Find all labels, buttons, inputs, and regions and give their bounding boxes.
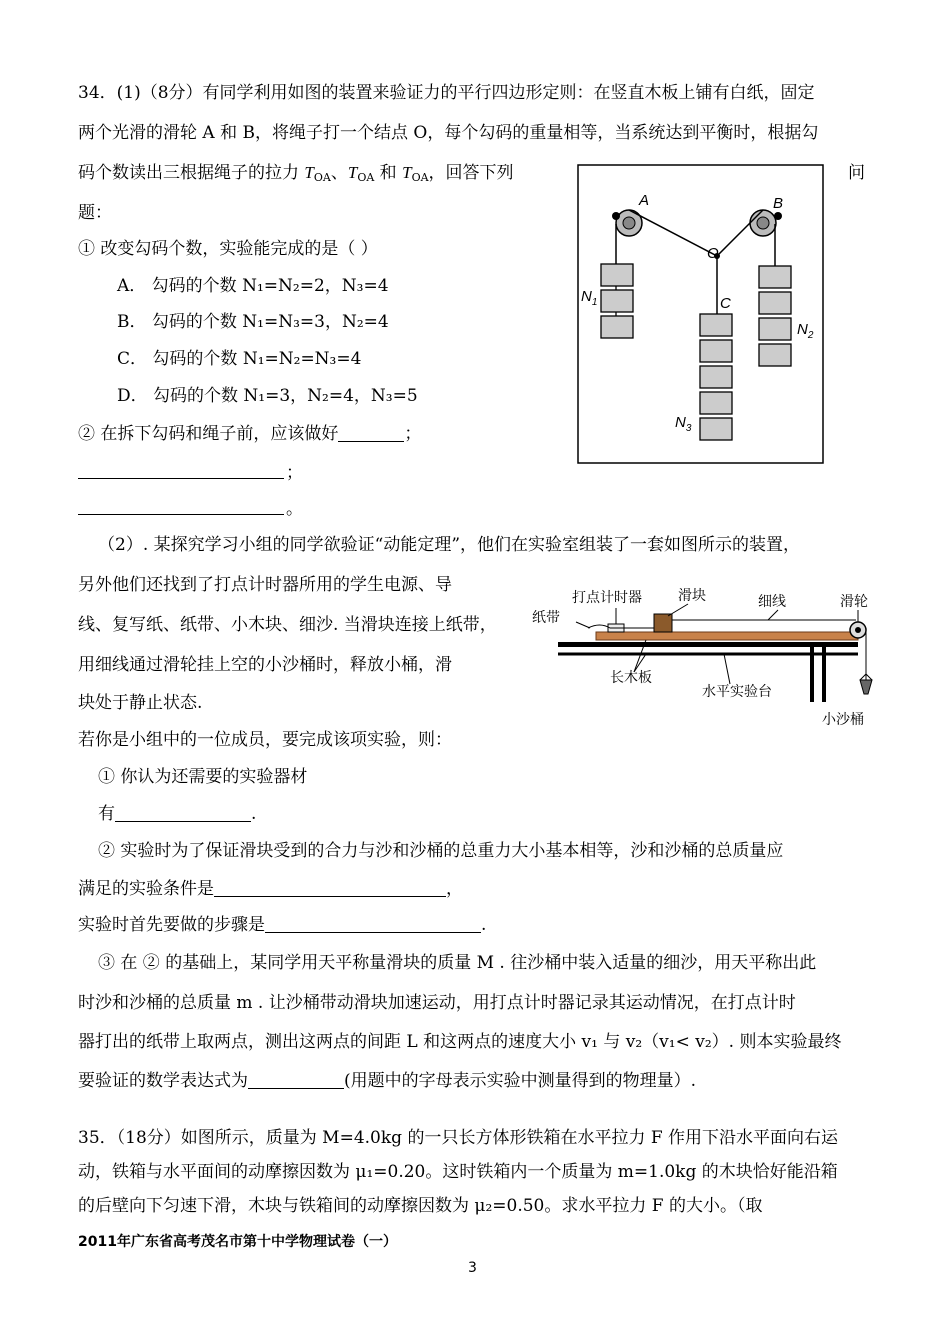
q34b-sub3-line-3: 器打出的纸带上取两点，测出这两点的间距 L 和这两点的速度大小 v₁ 与 v₂（v₁< v₂）. 则本实验最终 [78, 1032, 842, 1052]
q34b-sub1: ① 你认为还需要的实验器材 [98, 767, 308, 787]
q34-sub1: ① 改变勾码个数，实验能完成的是（ ） [78, 239, 378, 259]
tension-subscript: OA [313, 171, 331, 184]
tension-symbol: T [402, 163, 412, 182]
label-table: 水平实验台 [702, 684, 772, 700]
tension-and: 和 [374, 163, 403, 183]
q34-line-4: 题： [78, 203, 112, 223]
q34b-line-4: 用细线通过滑轮挂上空的小沙桶时，释放小桶，滑 [78, 655, 452, 675]
q35-line-1: 35．（18分）如图所示，质量为 M=4.0kg 的一只长方体形铁箱在水平拉力 F 作用下沿水平面向右运 [78, 1128, 839, 1148]
q34b-sub2-line-1: ② 实验时为了保证滑块受到的合力与沙和沙桶的总重力大小基本相等，沙和沙桶的总质量应 [98, 841, 784, 861]
sand-bucket [860, 680, 872, 694]
label-pulley: 滑轮 [840, 594, 868, 610]
answer-blank[interactable] [78, 514, 284, 515]
q34-sub2 [78, 423, 421, 445]
tension-subscript: OA [411, 171, 429, 184]
q34-sub2-semicolon: ； [404, 424, 422, 444]
q34b-sub3-line-1: ③ 在 ② 的基础上，某同学用天平称量滑块的质量 M . 往沙桶中装入适量的细沙，用天平称出此 [98, 953, 817, 973]
weights-n1 [601, 264, 633, 338]
label-b: B [773, 195, 784, 212]
label-n3: $N_3$ [675, 414, 692, 434]
label-a: A [639, 192, 650, 209]
blank-end-2: 。 [286, 499, 303, 519]
q34b-sub1-end: . [251, 804, 257, 824]
long-board [596, 632, 858, 640]
slider-block [654, 614, 672, 632]
q34b-sub1-answer [98, 803, 256, 825]
q34b-line-2: 另外他们还找到了打点计时器所用的学生电源、导 [78, 575, 452, 595]
q34-line-3-end: 问 [848, 163, 865, 183]
q34b-sub3-line-4 [78, 1070, 696, 1092]
label-string: 细线 [758, 594, 786, 610]
q34-sub2-text: ② 在拆下勾码和绳子前，应该做好 [78, 424, 339, 444]
q34b-sub2-line-3 [78, 914, 486, 936]
q34b-sub2-text: 满足的实验条件是 [78, 879, 214, 899]
answer-blank[interactable] [248, 1072, 344, 1089]
table-top [558, 642, 858, 647]
tension-sep: 、 [330, 163, 348, 183]
q34b-line-3: 线、复写纸、纸带、小木块、细沙. 当滑块连接上纸带， [78, 615, 497, 635]
tension-symbol: T [347, 163, 358, 182]
q34-line-3-tail: ，回答下列 [428, 163, 514, 183]
tension-symbol: T [304, 163, 314, 182]
answer-blank[interactable] [115, 805, 251, 822]
tension-subscript: OA [357, 171, 375, 184]
q34b-sub3-line-2: 时沙和沙桶的总质量 m . 让沙桶带动滑块加速运动，用打点计时器记录其运动情况，在打点计时 [78, 993, 796, 1013]
option-c: C． 勾码的个数 N₁=N₂=N₃=4 [117, 349, 362, 369]
answer-blank[interactable] [338, 425, 404, 442]
label-o: O [707, 245, 719, 262]
label-n1: $N_1$ [581, 288, 598, 308]
q34-line-2: 两个光滑的滑轮 A 和 B，将绳子打一个结点 O，每个勾码的重量相等，当系统达到平衡时，根据勾 [78, 123, 819, 143]
q34b-sub1-prefix: 有 [98, 804, 115, 824]
q34b-line-6: 若你是小组中的一位成员，要完成该项实验，则： [78, 730, 452, 750]
answer-blank[interactable] [214, 880, 446, 897]
q34-line-3 [78, 162, 514, 189]
answer-blank[interactable] [265, 916, 481, 933]
option-a: A． 勾码的个数 N₁=N₂=2，N₃=4 [117, 276, 389, 296]
blank-end-1: ； [286, 463, 303, 483]
label-board: 长木板 [610, 670, 652, 686]
pulley-figure [577, 164, 824, 464]
label-tape: 纸带 [532, 610, 560, 626]
option-d: D． 勾码的个数 N₁=3，N₂=4，N₃=5 [117, 386, 418, 406]
label-timer: 打点计时器 [572, 590, 642, 606]
label-bucket: 小沙桶 [822, 712, 864, 728]
label-n2: $N_2$ [797, 321, 814, 341]
q34b-line-1: （2）. 某探究学习小组的同学欲验证“动能定理”，他们在实验室组装了一套如图所示的装置， [98, 535, 801, 555]
label-slider: 滑块 [678, 588, 706, 604]
q34b-sub2-step: 实验时首先要做的步骤是 [78, 915, 265, 935]
q35-line-3: 的后壁向下匀速下滑，木块与铁箱间的动摩擦因数为 μ₂=0.50。求水平拉力 F 的大小。（取 [78, 1196, 763, 1216]
q35-line-2: 动，铁箱与水平面间的动摩擦因数为 μ₁=0.20。这时铁箱内一个质量为 m=1.0kg 的木块恰好能沿箱 [78, 1162, 838, 1182]
label-c: C [720, 295, 731, 312]
q34b-sub3-tail: (用题中的字母表示实验中测量得到的物理量）. [344, 1071, 697, 1091]
q34b-sub2-line-2 [78, 878, 463, 900]
weights-n3 [700, 314, 732, 440]
option-b: B． 勾码的个数 N₁=N₃=3，N₂=4 [117, 312, 389, 332]
answer-blank[interactable] [78, 478, 284, 479]
page-number: 3 [468, 1260, 477, 1276]
q34b-line-5: 块处于静止状态. [78, 693, 203, 713]
q34b-sub3-text: 要验证的数学表达式为 [78, 1071, 248, 1091]
q34b-sub2-end: . [481, 915, 487, 935]
q34-line-1: 34．(1)（8分）有同学利用如图的装置来验证力的平行四边形定则：在竖直木板上铺有白纸，固定 [78, 83, 815, 103]
q34b-sub2-comma: ， [446, 879, 463, 899]
q34-line-3-text: 码个数读出三根据绳子的拉力 [78, 163, 299, 183]
apparatus-figure [528, 582, 890, 730]
footer-title: 2011年广东省高考茂名市第十中学物理试卷（一） [78, 1234, 397, 1250]
